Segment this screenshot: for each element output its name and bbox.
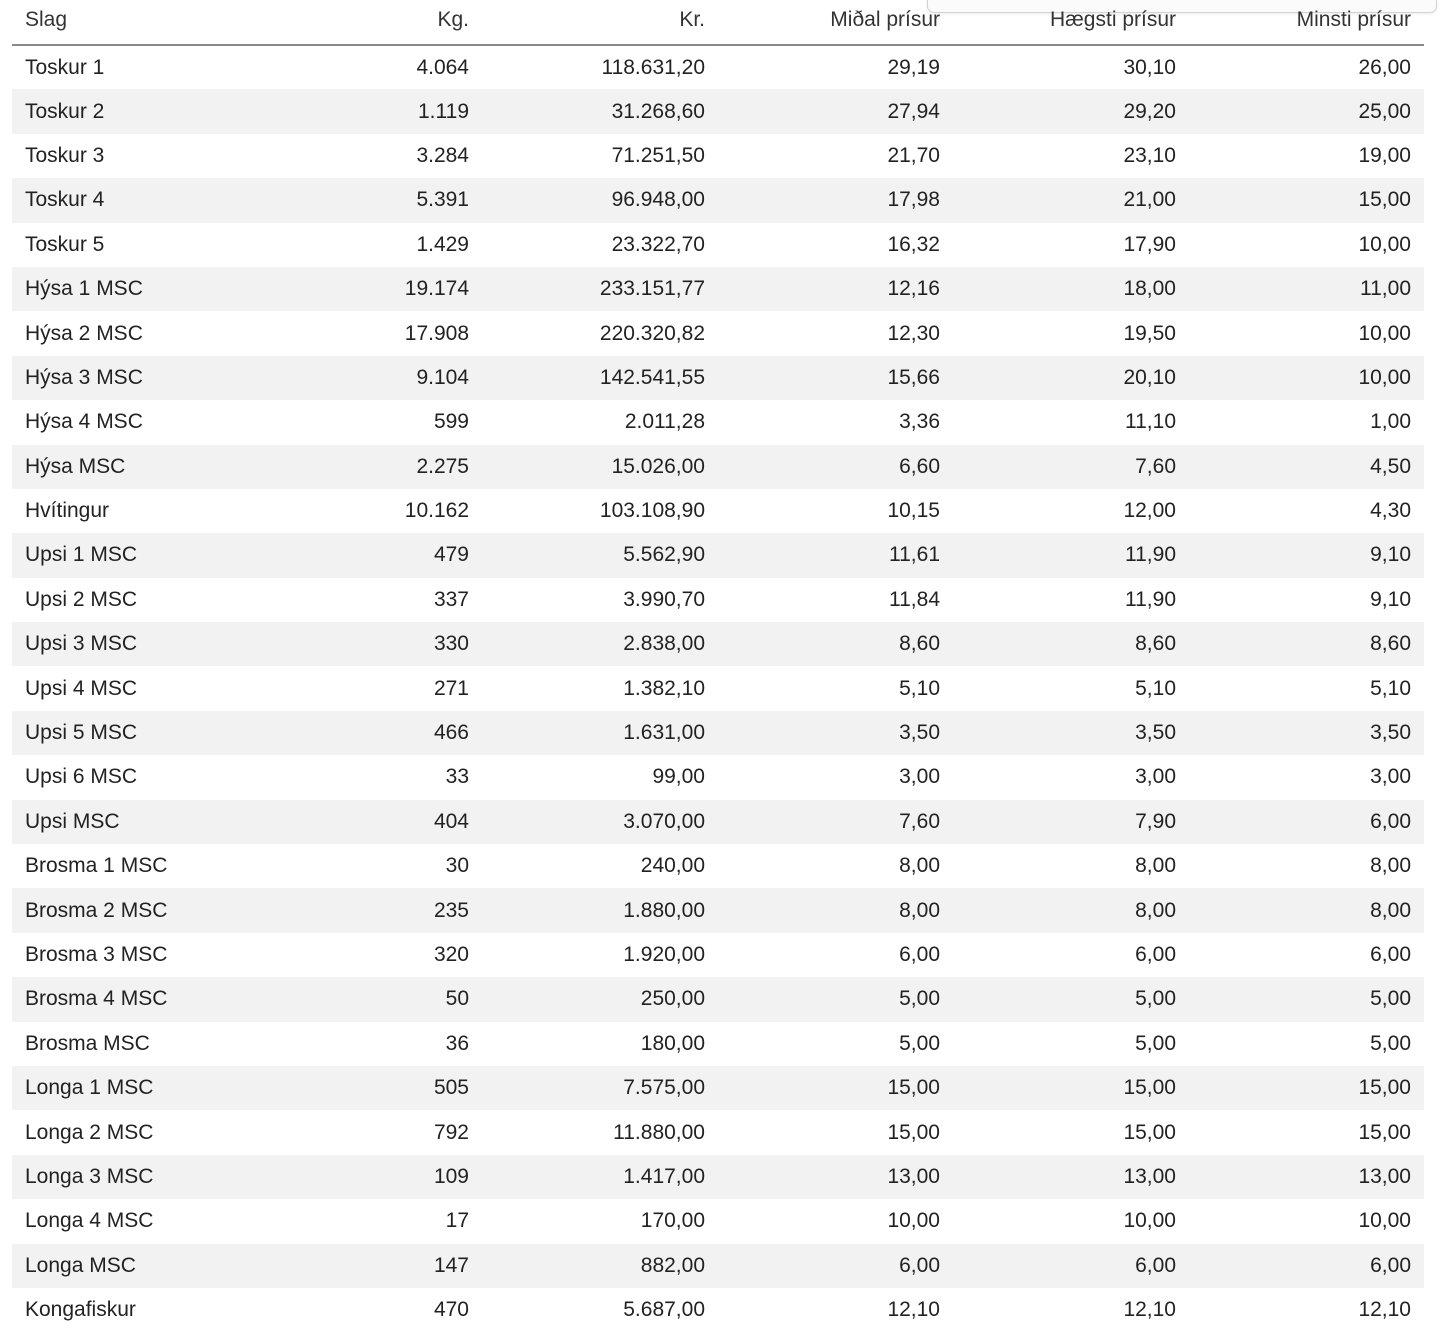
table-row (12, 400, 1424, 444)
cell-lowest-price: 13,00 (1358, 1164, 1411, 1188)
cell-lowest-price: 9,10 (1370, 543, 1411, 567)
cell-kr: 23.322,70 (611, 232, 705, 256)
cell-lowest-price: 15,00 (1358, 1120, 1411, 1144)
cell-kr: 3.070,00 (623, 809, 705, 833)
cell-kr: 15.026,00 (611, 454, 705, 478)
cell-kr: 7.575,00 (623, 1076, 705, 1100)
cell-average-price: 29,19 (887, 55, 940, 79)
cell-average-price: 6,60 (899, 454, 940, 478)
cell-kg: 19.174 (404, 277, 469, 301)
cell-slag: Hýsa 3 MSC (25, 365, 143, 389)
cell-kr: 5.687,00 (623, 1298, 705, 1322)
cell-slag: Brosma MSC (25, 1031, 150, 1055)
cell-average-price: 3,00 (899, 765, 940, 789)
cell-lowest-price: 10,00 (1358, 321, 1411, 345)
cell-average-price: 10,15 (887, 499, 940, 523)
cell-average-price: 12,16 (887, 277, 940, 301)
cell-lowest-price: 11,00 (1360, 277, 1411, 301)
cell-average-price: 12,30 (887, 321, 940, 345)
cell-kg: 5.391 (416, 188, 469, 212)
cell-kg: 10.162 (404, 499, 469, 523)
table-row (12, 1244, 1424, 1288)
cell-slag: Brosma 1 MSC (25, 854, 168, 878)
cell-kr: 1.920,00 (623, 943, 705, 966)
cell-kg: 17 (445, 1209, 469, 1233)
cell-lowest-price: 12,10 (1358, 1298, 1411, 1322)
cell-highest-price: 20,10 (1123, 365, 1176, 389)
cell-kr: 240,00 (640, 854, 705, 878)
cell-highest-price: 21,00 (1123, 188, 1176, 212)
cell-slag: Hýsa 2 MSC (25, 321, 143, 345)
cell-kr: 1.382,10 (623, 676, 705, 700)
cell-average-price: 16,32 (887, 232, 940, 256)
table-row (12, 1110, 1424, 1154)
cell-slag: Brosma 4 MSC (25, 987, 168, 1011)
cell-highest-price: 5,00 (1135, 1031, 1176, 1055)
cell-slag: Toskur 3 (25, 143, 105, 167)
cell-lowest-price: 8,00 (1370, 854, 1411, 878)
table-header-row (12, 0, 1424, 45)
cell-lowest-price: 5,00 (1370, 1031, 1411, 1055)
cell-slag: Brosma 2 MSC (25, 898, 168, 922)
cell-highest-price: 8,00 (1135, 854, 1176, 878)
cell-average-price: 8,60 (899, 632, 940, 656)
cell-highest-price: 23,10 (1123, 143, 1176, 167)
cell-kg: 4.064 (416, 55, 469, 79)
cell-slag: Hýsa MSC (25, 454, 126, 478)
column-header-kr[interactable]: Kr. (482, 0, 718, 45)
cell-kr: 882,00 (640, 1253, 705, 1277)
cell-lowest-price: 6,00 (1370, 943, 1411, 966)
cell-average-price: 8,00 (899, 854, 940, 878)
cell-highest-price: 12,10 (1123, 1298, 1176, 1322)
table-row (12, 800, 1424, 844)
cell-highest-price: 7,60 (1135, 454, 1176, 478)
cell-highest-price: 29,20 (1123, 99, 1176, 123)
cell-kr: 96.948,00 (611, 188, 705, 212)
cell-average-price: 8,00 (899, 898, 940, 922)
table-row (12, 89, 1424, 133)
cell-highest-price: 5,10 (1135, 676, 1176, 700)
cell-kr: 250,00 (640, 987, 705, 1011)
cell-highest-price: 5,00 (1135, 987, 1176, 1011)
cell-kr: 1.631,00 (623, 721, 705, 745)
cell-kg: 337 (433, 587, 469, 611)
table-row (12, 977, 1424, 1021)
cell-kr: 180,00 (640, 1031, 705, 1055)
cell-average-price: 5,00 (899, 987, 940, 1011)
cell-kg: 479 (433, 543, 469, 567)
table-row (12, 178, 1424, 222)
cell-slag: Longa 4 MSC (25, 1209, 154, 1233)
cell-average-price: 3,50 (899, 721, 940, 745)
cell-kg: 50 (445, 987, 469, 1011)
cell-highest-price: 11,90 (1125, 587, 1176, 611)
cell-kg: 466 (433, 721, 469, 745)
cell-slag: Kongafiskur (25, 1298, 136, 1322)
cell-average-price: 7,60 (899, 809, 940, 833)
cell-lowest-price: 1,00 (1370, 410, 1411, 434)
cell-slag: Toskur 2 (25, 99, 105, 123)
table-row (12, 1288, 1424, 1331)
cell-kg: 792 (433, 1120, 469, 1144)
cell-lowest-price: 10,00 (1358, 1209, 1411, 1233)
cell-lowest-price: 15,00 (1358, 1076, 1411, 1100)
cell-kr: 118.631,20 (601, 55, 705, 79)
cell-kg: 30 (445, 854, 469, 878)
cell-highest-price: 8,60 (1135, 632, 1176, 656)
cell-highest-price: 30,10 (1123, 55, 1176, 79)
column-header-highest-price[interactable]: Hægsti prísur (953, 0, 1189, 45)
cell-lowest-price: 5,10 (1370, 676, 1411, 700)
cell-kg: 271 (433, 676, 469, 700)
cell-lowest-price: 9,10 (1370, 587, 1411, 611)
cell-average-price: 6,00 (899, 943, 940, 966)
cell-kg: 9.104 (416, 365, 469, 389)
cell-slag: Upsi 6 MSC (25, 765, 138, 789)
table-row (12, 933, 1424, 977)
table-row (12, 888, 1424, 932)
cell-highest-price: 11,10 (1125, 410, 1176, 434)
cell-kg: 17.908 (404, 321, 469, 345)
cell-kr: 99,00 (652, 765, 705, 789)
table-body (12, 45, 1424, 1331)
cell-lowest-price: 8,60 (1370, 632, 1411, 656)
table-row (12, 844, 1424, 888)
cell-kg: 1.119 (418, 99, 469, 123)
cell-highest-price: 15,00 (1123, 1076, 1176, 1100)
column-header-average-price[interactable]: Miðal prísur (718, 0, 953, 45)
cell-kr: 233.151,77 (599, 277, 705, 301)
cell-highest-price: 19,50 (1123, 321, 1176, 345)
cell-lowest-price: 6,00 (1370, 809, 1411, 833)
cell-average-price: 15,00 (887, 1120, 940, 1144)
cell-lowest-price: 8,00 (1370, 898, 1411, 922)
cell-kg: 33 (445, 765, 469, 789)
column-header-lowest-price[interactable]: Minsti prísur (1189, 0, 1424, 45)
cell-slag: Upsi 4 MSC (25, 676, 138, 700)
cell-kg: 330 (433, 632, 469, 656)
cell-highest-price: 17,90 (1123, 232, 1176, 256)
cell-kr: 2.011,28 (624, 410, 705, 434)
cell-kg: 1.429 (416, 232, 469, 256)
table-row (12, 223, 1424, 267)
cell-lowest-price: 4,30 (1370, 499, 1411, 523)
cell-lowest-price: 5,00 (1370, 987, 1411, 1011)
catch-prices-table (12, 0, 1424, 1331)
cell-kg: 3.284 (416, 143, 469, 167)
cell-highest-price: 8,00 (1135, 898, 1176, 922)
cell-average-price: 11,84 (889, 587, 940, 611)
cell-kr: 5.562,90 (623, 543, 705, 567)
table-row (12, 1199, 1424, 1243)
cell-slag: Upsi 1 MSC (25, 543, 138, 567)
cell-average-price: 15,00 (887, 1076, 940, 1100)
cell-average-price: 5,00 (899, 1031, 940, 1055)
cell-highest-price: 3,50 (1135, 721, 1176, 745)
cell-average-price: 12,10 (887, 1298, 940, 1322)
cell-slag: Brosma 3 MSC (25, 943, 168, 966)
table-row (12, 533, 1424, 577)
cell-average-price: 6,00 (899, 1253, 940, 1277)
cell-slag: Upsi MSC (25, 809, 120, 833)
cell-lowest-price: 19,00 (1358, 143, 1411, 167)
cell-kg: 109 (433, 1164, 469, 1188)
cell-kg: 505 (433, 1076, 469, 1100)
cell-lowest-price: 25,00 (1358, 99, 1411, 123)
cell-highest-price: 13,00 (1123, 1164, 1176, 1188)
cell-kr: 142.541,55 (599, 365, 705, 389)
table-row (12, 267, 1424, 311)
cell-kr: 31.268,60 (611, 99, 705, 123)
table-row (12, 489, 1424, 533)
cell-slag: Longa MSC (25, 1253, 136, 1277)
cell-lowest-price: 26,00 (1358, 55, 1411, 79)
cell-highest-price: 12,00 (1123, 499, 1176, 523)
cell-highest-price: 10,00 (1123, 1209, 1176, 1233)
cell-average-price: 11,61 (889, 543, 940, 567)
table-row (12, 1155, 1424, 1199)
cell-average-price: 21,70 (887, 143, 940, 167)
cell-slag: Toskur 5 (25, 232, 105, 256)
cell-kr: 71.251,50 (611, 143, 705, 167)
cell-highest-price: 6,00 (1135, 943, 1176, 966)
table-row (12, 1022, 1424, 1066)
cell-lowest-price: 15,00 (1358, 188, 1411, 212)
cell-kr: 11.880,00 (613, 1120, 705, 1144)
cell-slag: Toskur 4 (25, 188, 105, 212)
cell-slag: Longa 1 MSC (25, 1076, 154, 1100)
cell-lowest-price: 4,50 (1370, 454, 1411, 478)
cell-slag: Upsi 5 MSC (25, 721, 138, 745)
cell-lowest-price: 10,00 (1358, 232, 1411, 256)
cell-slag: Longa 3 MSC (25, 1164, 154, 1188)
cell-slag: Toskur 1 (25, 55, 105, 79)
table-row (12, 622, 1424, 666)
cell-average-price: 17,98 (887, 188, 940, 212)
cell-kr: 220.320,82 (599, 321, 705, 345)
cell-kg: 235 (433, 898, 469, 922)
cell-kr: 3.990,70 (623, 587, 705, 611)
cell-average-price: 5,10 (899, 676, 940, 700)
cell-average-price: 3,36 (899, 410, 940, 434)
cell-kg: 470 (433, 1298, 469, 1322)
cell-average-price: 10,00 (887, 1209, 940, 1233)
cell-slag: Upsi 3 MSC (25, 632, 138, 656)
cell-average-price: 13,00 (887, 1164, 940, 1188)
cell-lowest-price: 3,50 (1370, 721, 1411, 745)
cell-lowest-price: 6,00 (1370, 1253, 1411, 1277)
table-row (12, 311, 1424, 355)
cell-average-price: 15,66 (887, 365, 940, 389)
cell-kg: 147 (433, 1253, 469, 1277)
column-header-kg[interactable]: Kg. (252, 0, 482, 45)
cell-slag: Hýsa 4 MSC (25, 410, 143, 434)
cell-slag: Hýsa 1 MSC (25, 277, 143, 301)
table-row (12, 578, 1424, 622)
table-row (12, 445, 1424, 489)
cell-highest-price: 7,90 (1135, 809, 1176, 833)
cell-average-price: 27,94 (887, 99, 940, 123)
cell-kg: 36 (445, 1031, 469, 1055)
cell-highest-price: 11,90 (1125, 543, 1176, 567)
table-row (12, 356, 1424, 400)
table-row (12, 1066, 1424, 1110)
cell-kr: 1.417,00 (623, 1164, 705, 1188)
cell-slag: Hvítingur (25, 499, 110, 523)
cell-lowest-price: 10,00 (1358, 365, 1411, 389)
cell-kg: 599 (433, 410, 469, 434)
table-row (12, 134, 1424, 178)
cell-kr: 2.838,00 (623, 632, 705, 656)
cell-kg: 404 (433, 809, 469, 833)
column-header-slag[interactable]: Slag (12, 0, 252, 45)
cell-kr: 1.880,00 (623, 898, 705, 922)
table-row (12, 711, 1424, 755)
cell-lowest-price: 3,00 (1370, 765, 1411, 789)
cell-kr: 170,00 (640, 1209, 705, 1233)
cell-kg: 320 (433, 943, 469, 966)
cell-highest-price: 3,00 (1135, 765, 1176, 789)
cell-slag: Longa 2 MSC (25, 1120, 154, 1144)
table-row (12, 45, 1424, 89)
cell-kr: 103.108,90 (599, 499, 705, 523)
cell-highest-price: 15,00 (1123, 1120, 1176, 1144)
table-row (12, 666, 1424, 710)
cell-highest-price: 18,00 (1123, 277, 1176, 301)
cell-highest-price: 6,00 (1135, 1253, 1176, 1277)
table-row (12, 755, 1424, 799)
cell-slag: Upsi 2 MSC (25, 587, 138, 611)
cell-kg: 2.275 (416, 454, 469, 478)
